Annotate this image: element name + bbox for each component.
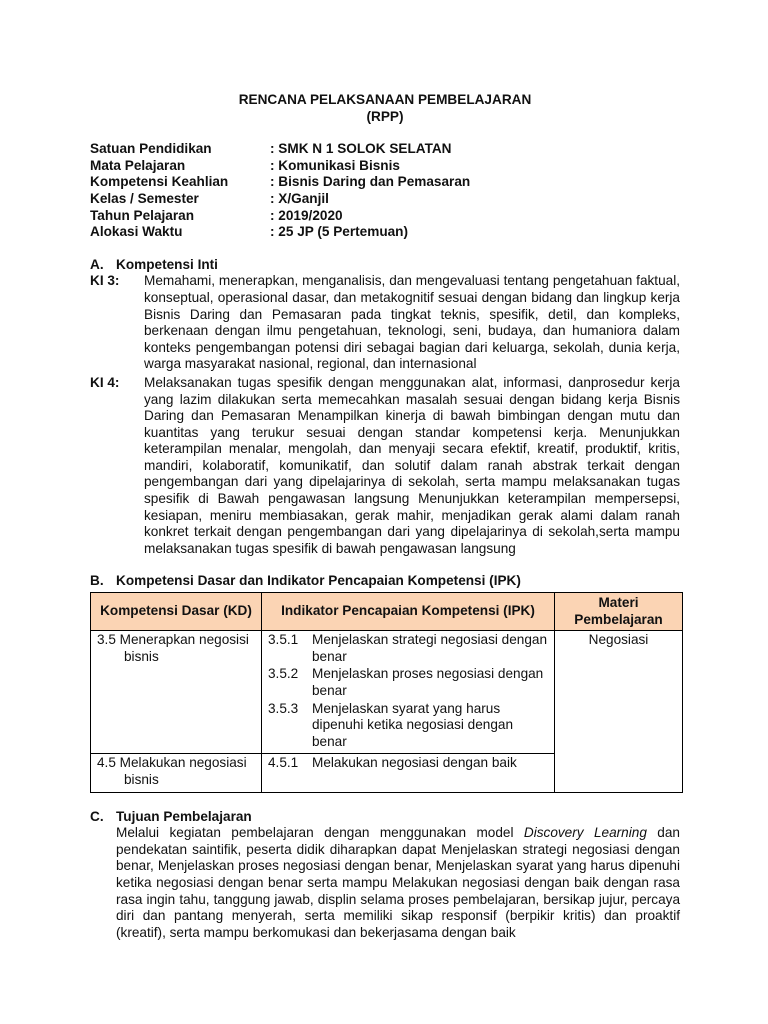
identity-block (90, 141, 680, 241)
ipk-number: 3.5.1 (268, 632, 299, 648)
kd-text: 4.5 Melakukan negosiasi bisnis (97, 755, 247, 787)
kd-text: 3.5 Menerapkan negosisi bisnis (97, 632, 249, 664)
section-title: Kompetensi Inti (116, 256, 218, 272)
identity-key: Alokasi Waktu (90, 224, 183, 240)
ipk-text: Menjelaskan strategi negosiasi dengan benar (312, 632, 548, 664)
ipk-text: Menjelaskan syarat yang harus dipenuhi ketika negosiasi dengan benar (312, 700, 514, 749)
section-letter: A. (90, 256, 104, 272)
identity-key: Mata Pelajaran (90, 157, 186, 173)
competency-table (90, 592, 683, 793)
section-b-heading (90, 573, 680, 590)
identity-row (90, 158, 680, 175)
objective-model-name: Discovery Learning (523, 825, 647, 841)
ipk-number: 4.5.1 (268, 755, 299, 771)
document-page (90, 92, 680, 941)
identity-row (90, 174, 680, 191)
header-materi: Materi Pembelajaran (555, 593, 683, 631)
ki-label: KI 3: (90, 273, 120, 289)
objective-text-end: dan pendekatan saintifik, peserta didik diharapkan dapat Menjelaskan strategi negosiasi dengan benar, Menjelaskan proses negosiasi dengan benar, Menjelaskan syarat yang harus dipenuhi ketika negosiasi dengan benar serta mampu Melakukan negosiasi dengan baik dengan rasa rasa ingin tahu, tanggung jawab, displin selama proses pembelajaran, bersikap jujur, percaya diri dan pantang menyerah, serta memiliki sikap responsif (berpikir kritis) dan proaktif (kreatif), serta mampu berkomukasi dan bekerjasama dengan baik (116, 825, 680, 940)
identity-row (90, 141, 680, 158)
ki-4 (90, 375, 680, 558)
identity-value: : 25 JP (5 Pertemuan) (270, 224, 409, 240)
document-title (90, 92, 680, 125)
identity-value: : Komunikasi Bisnis (270, 157, 400, 173)
table-row (91, 631, 683, 754)
identity-row (90, 191, 680, 208)
learning-objective-text (116, 825, 680, 941)
ipk-item (268, 632, 548, 665)
identity-row (90, 208, 680, 225)
objective-text-start: Melalui kegiatan pembelajaran dengan menggunakan model (116, 825, 524, 841)
materi-text: Negosiasi (588, 632, 649, 648)
table-header-row (91, 593, 683, 631)
ipk-item (268, 701, 548, 751)
section-title: Tujuan Pembelajaran (116, 808, 252, 824)
cell-spacer (268, 772, 548, 788)
identity-value: : SMK N 1 SOLOK SELATAN (270, 141, 452, 157)
identity-value: : X/Ganjil (270, 190, 329, 206)
ipk-cell (262, 754, 555, 792)
ki-text: Melaksanakan tugas spesifik dengan menggunakan alat, informasi, danprosedur kerja yang lazim dilakukan serta memecahkan masalah sesuai dengan bidang kerja Bisnis Daring dan Pemasaran Menampilkan kinerja di bawah bimbingan dengan mutu dan kuantitas yang terukur sesuai dengan standar kompetensi kerja. Menunjukkan keterampilan menalar, mengolah, dan menyaji secara efektif, kreatif, produktif, kritis, mandiri, kolaboratif, komunikatif, dan solutif dalam ranah abstrak terkait dengan pengembangan dari yang dipelajarinya di sekolah, serta mampu melaksanakan tugas spesifik di Bawah pengawasan langsung Menunjukkan keterampilan mempersepsi, kesiapan, meniru membiasakan, gerak mahir, menjadikan gerak alami dalam ranah konkret terkait dengan pengembangan dari yang dipelajarinya di sekolah,serta mampu melaksanakan tugas spesifik di bawah pengawasan langsung (144, 374, 680, 556)
identity-value: : Bisnis Daring dan Pemasaran (270, 174, 471, 190)
ipk-text: Melakukan negosiasi dengan baik (312, 755, 517, 771)
identity-value: : 2019/2020 (270, 207, 343, 223)
header-ipk: Indikator Pencapaian Kompetensi (IPK) (262, 593, 555, 631)
title-line-2: (RPP) (366, 108, 404, 124)
ipk-text: Menjelaskan proses negosiasi dengan benar (312, 666, 544, 698)
ipk-item (268, 666, 548, 699)
materi-cell (555, 631, 683, 792)
section-a-heading (90, 257, 680, 274)
identity-key: Tahun Pelajaran (90, 207, 194, 223)
kd-cell (91, 754, 262, 792)
section-letter: B. (90, 573, 104, 589)
section-letter: C. (90, 808, 104, 824)
title-line-1: RENCANA PELAKSANAAN PEMBELAJARAN (238, 92, 532, 107)
section-c-heading (90, 809, 680, 826)
identity-key: Kelas / Semester (90, 190, 199, 206)
ipk-item (268, 755, 548, 772)
ipk-number: 3.5.3 (268, 700, 299, 716)
header-kd: Kompetensi Dasar (KD) (91, 593, 262, 631)
ipk-number: 3.5.2 (268, 666, 299, 682)
ipk-cell (262, 631, 555, 754)
identity-row (90, 224, 680, 241)
section-title: Kompetensi Dasar dan Indikator Pencapaian Kompetensi (IPK) (116, 573, 521, 589)
kd-cell (91, 631, 262, 754)
ki-3 (90, 273, 680, 373)
identity-key: Satuan Pendidikan (90, 141, 212, 157)
identity-key: Kompetensi Keahlian (90, 174, 229, 190)
ki-label: KI 4: (90, 374, 120, 390)
ki-text: Memahami, menerapkan, menganalisis, dan mengevaluasi tentang pengetahuan faktual, konseptual, operasional dasar, dan metakognitif sesuai dengan bidang dan lingkup kerja Bisnis Daring dan Pemasaran pada tingkat teknis, spesifik, detil, dan kompleks, berkenaan dengan ilmu pengetahuan, teknologi, seni, budaya, dan humaniora dalam konteks pengembangan potensi diri sebagai bagian dari keluarga, sekolah, dunia kerja, warga masyarakat nasional, regional, dan internasional (144, 273, 680, 372)
